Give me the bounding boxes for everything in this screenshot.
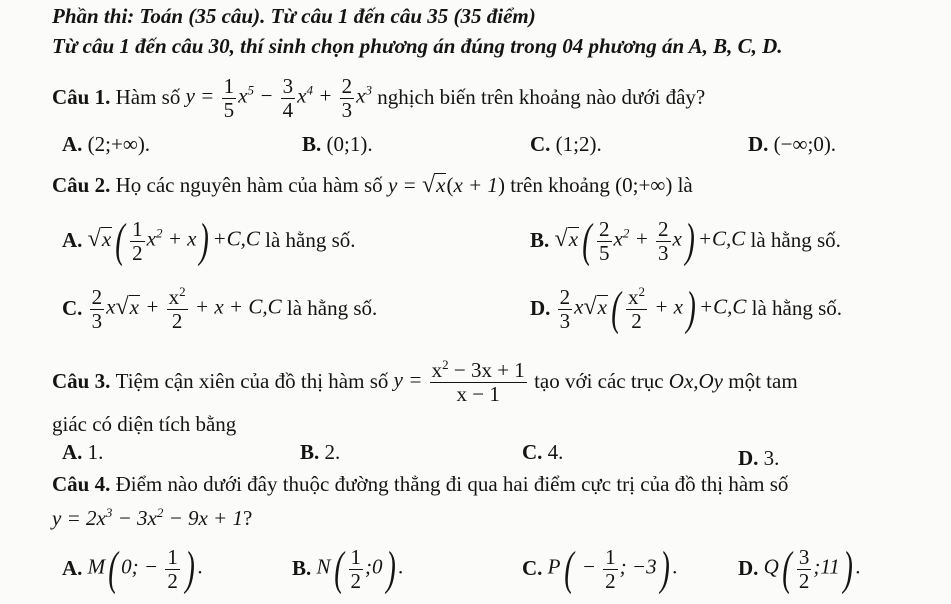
q2-option-b: B. √ x ( $\frac{2}{5}$ $x^2$ + $\frac{2}{3}$ x) +C,C là hằng số. [530, 214, 841, 268]
question-3-function: y = $\frac{x^2 - 3x + 1}{x - 1}$ [393, 357, 525, 406]
q1-option-d: D. (−∞;0). [748, 132, 837, 156]
q3-option-a: A. 1. [62, 440, 104, 464]
q3-option-c: C. 4. [522, 440, 564, 464]
q3-option-b: B. 2. [300, 440, 341, 464]
question-2-label: Câu 2. [52, 173, 111, 198]
question-1-suffix: nghịch biến trên khoảng nào dưới đây? [377, 85, 706, 110]
question-2 [52, 166, 693, 206]
q1-option-c: C. (1;2). [530, 132, 602, 156]
q4-option-a: A. M( 0; − $\frac{1}{2}$ ) . [62, 542, 204, 596]
section-title: Phần thi: Toán (35 câu). Từ câu 1 đến câu 35 (35 điểm) [52, 4, 536, 28]
q2-option-d: D. $\frac{2}{3}$ x √ x ( $\frac{x^2}{2}$ + x) +C,C là hằng số. [530, 282, 843, 336]
q4-option-d: D. Q( $\frac{3}{2}$ ;11) . [738, 542, 861, 596]
question-4-label: Câu 4. [52, 472, 111, 496]
q1-option-a: A. (2;+∞). [62, 132, 151, 156]
question-1-prefix: Hàm số [115, 85, 181, 110]
question-2-prefix: Họ các nguyên hàm của hàm số [115, 173, 383, 198]
question-1 [52, 72, 705, 124]
question-3-prefix: Tiệm cận xiên của đồ thị hàm số [115, 369, 389, 394]
question-1-function: y = $\frac{1}{5}$ $x^5$ − $\frac{3}{4}$ $x^4$ + $\frac{2}{3}$ $x^3$ [185, 74, 372, 122]
question-2-middle: trên khoảng [510, 173, 610, 198]
question-3-axes: Ox,Oy [668, 369, 724, 394]
question-1-label: Câu 1. [52, 85, 111, 110]
q3-option-d: D. 3. [738, 446, 780, 470]
question-3-label: Câu 3. [52, 369, 111, 394]
question-2-interval: (0;+∞) [615, 173, 673, 198]
q1-option-b: B. (0;1). [302, 132, 373, 156]
question-3 [52, 356, 798, 408]
q2-option-c: C. $\frac{2}{3}$ x √ x + $\frac{x^2}{2}$ + x + C,C là hằng số. [62, 284, 378, 333]
question-4-function: $y = 2x^3 - 3x^2 - 9x + 1$? [52, 505, 253, 530]
question-3-suffix: tạo với các trục [534, 369, 664, 394]
section-instruction: Từ câu 1 đến câu 30, thí sinh chọn phương án đúng trong 04 phương án A, B, C, D. [52, 34, 783, 58]
question-2-suffix: là [677, 173, 693, 198]
q2-option-a: A. √ x ( $\frac{1}{2}$ $x^2 + x) +C,C$ là hằng số. [62, 214, 356, 268]
question-4-text: Điểm nào dưới đây thuộc đường thẳng đi qua hai điểm cực trị của đồ thị hàm số [115, 472, 789, 496]
q4-option-b: B. N( $\frac{1}{2}$ ;0) . [292, 542, 404, 596]
question-2-function: y = √ x (x + 1) [387, 172, 505, 199]
q4-option-c: C. P( − $\frac{1}{2}$ ; −3) . [522, 542, 678, 596]
question-3-tail: một tam [728, 369, 798, 394]
question-4 [52, 472, 788, 497]
question-3-line2: giác có diện tích bằng [52, 412, 237, 436]
